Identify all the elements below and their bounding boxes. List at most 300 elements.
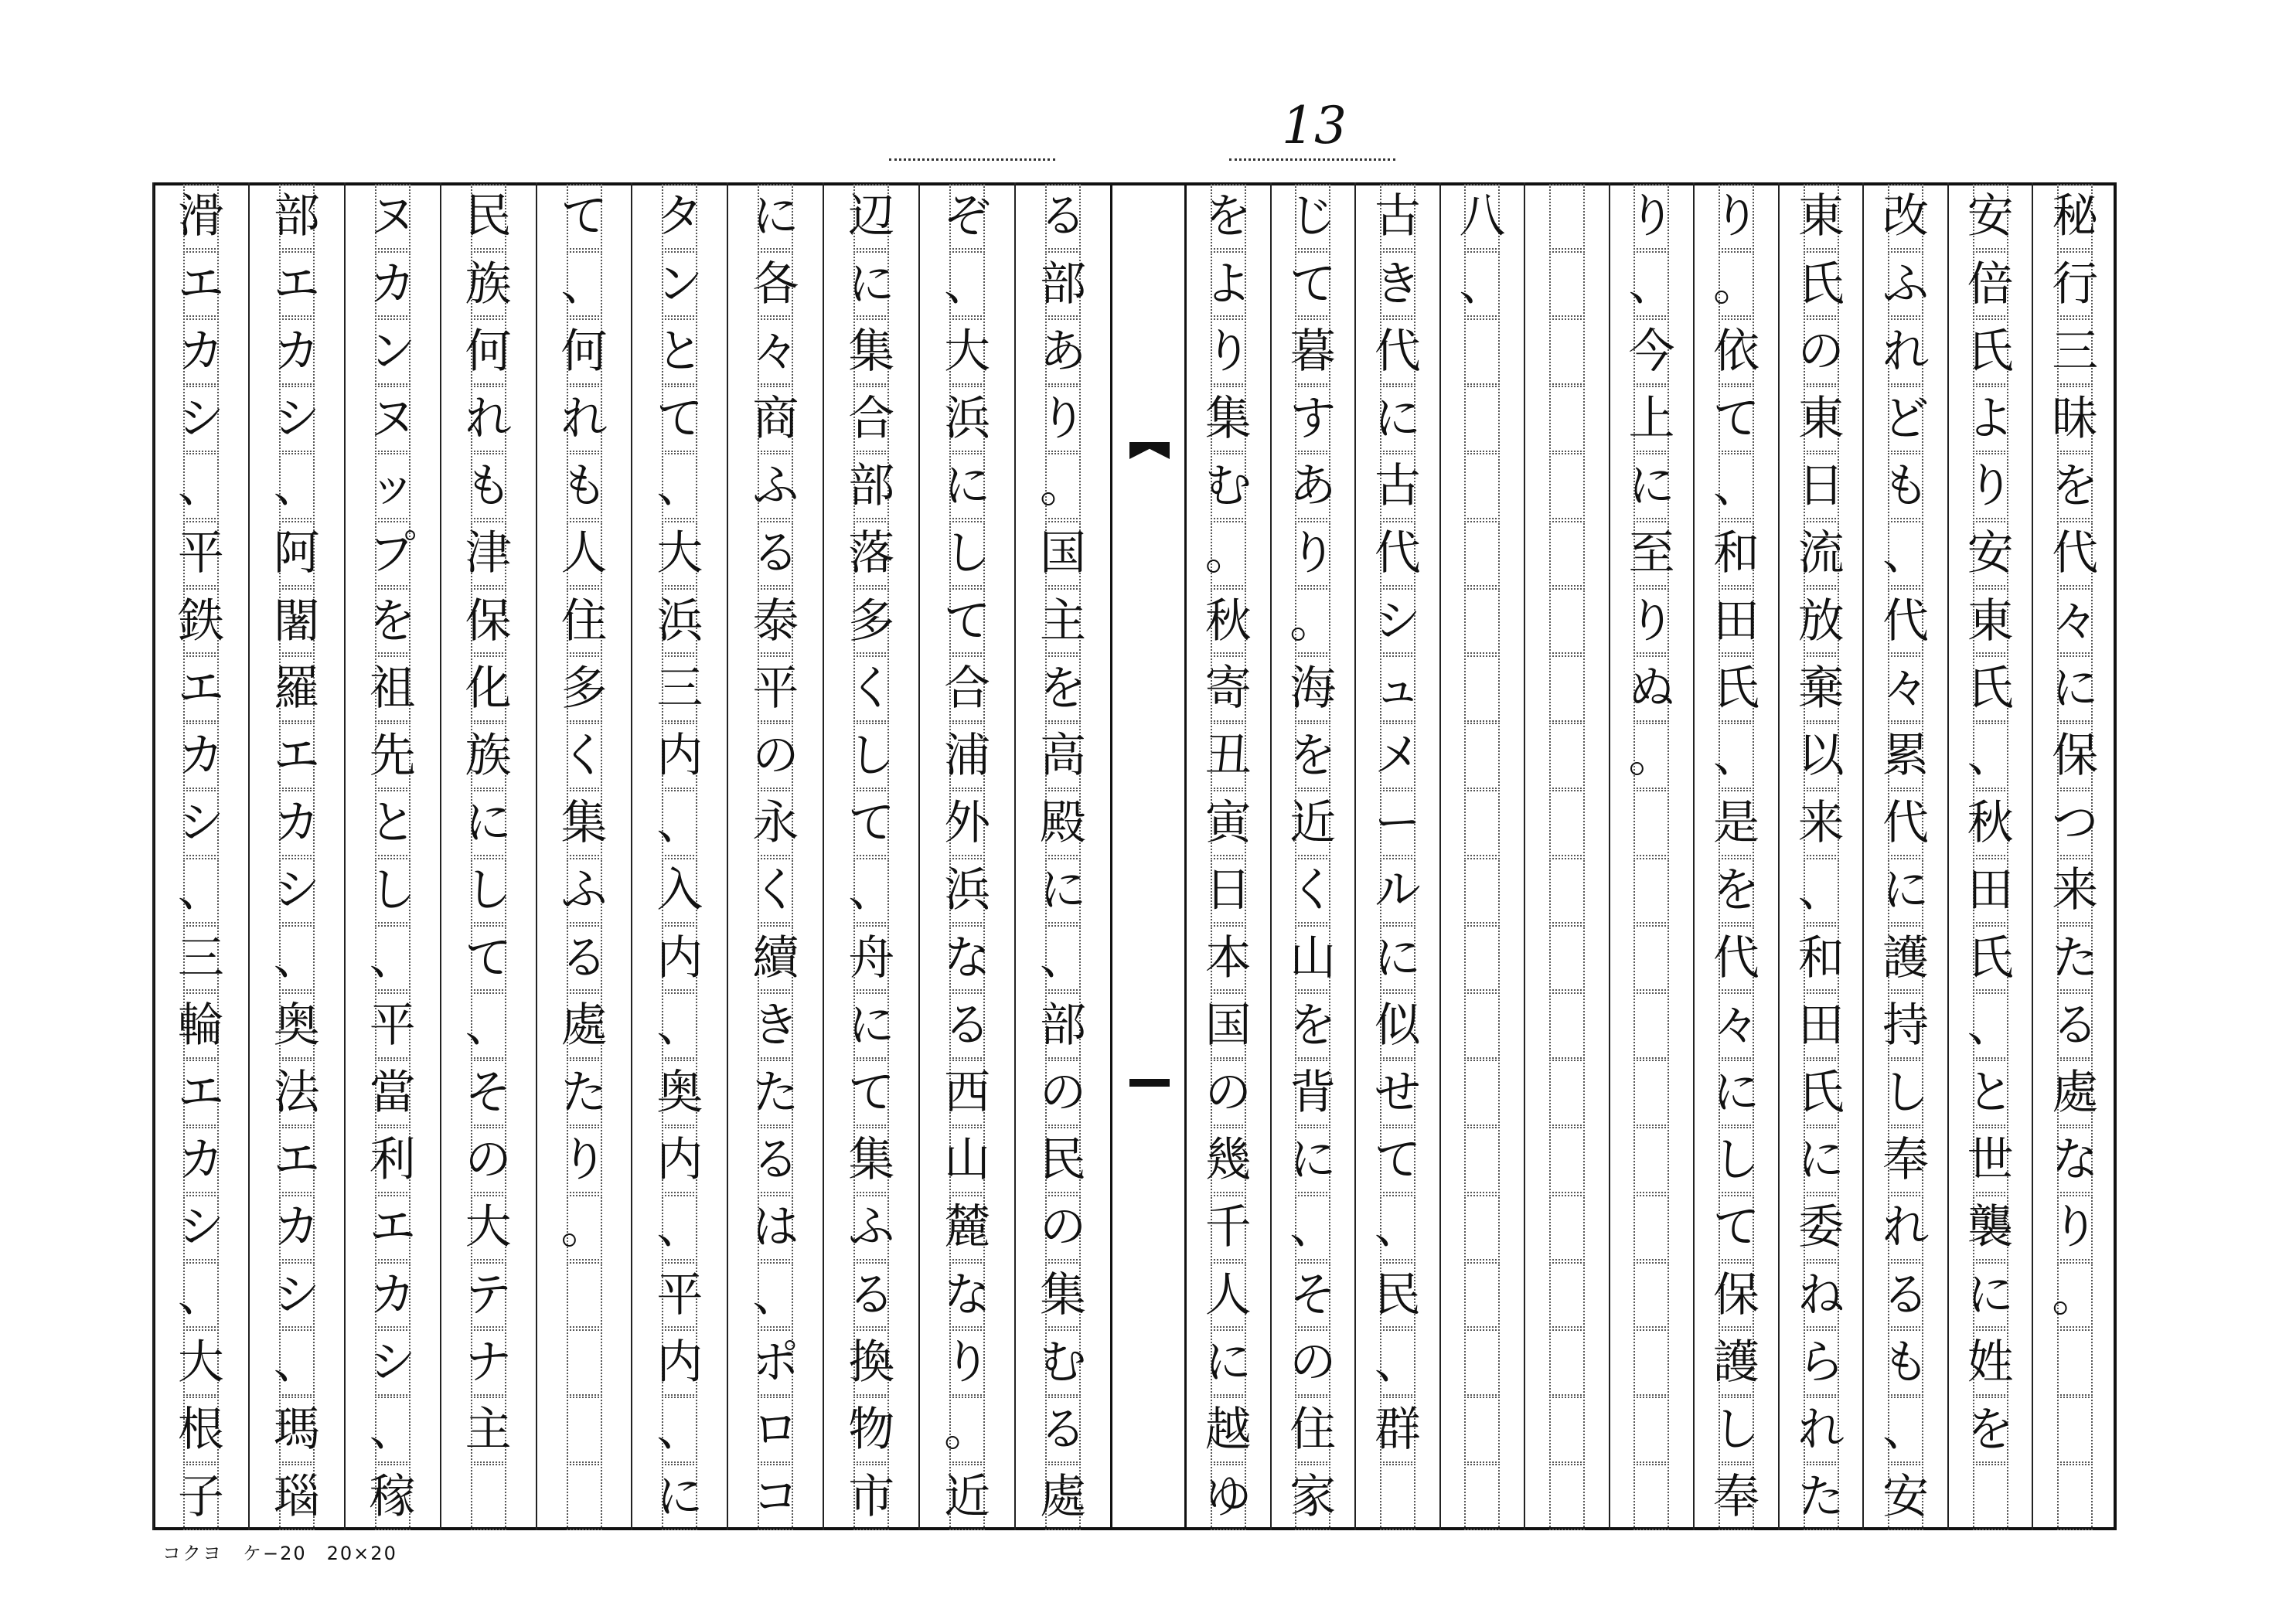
manuscript-cell: 部 — [1045, 251, 1081, 318]
manuscript-cell: 背 — [1295, 1060, 1330, 1126]
manuscript-cell: ポ — [758, 1329, 793, 1396]
manuscript-cell — [1633, 925, 1669, 992]
manuscript-cell: 人 — [1211, 1262, 1246, 1329]
manuscript-cell: テ — [471, 1262, 506, 1329]
manuscript-cell: シ — [183, 386, 219, 452]
manuscript-cell: そ — [1295, 1262, 1330, 1329]
header-dotted-line-right — [1229, 158, 1395, 161]
manuscript-cell: 奥 — [662, 1060, 697, 1126]
manuscript-cell: 。 — [1295, 588, 1330, 655]
manuscript-cell: 入 — [662, 858, 697, 924]
manuscript-cell: 多 — [853, 588, 889, 655]
manuscript-cell: を — [1295, 723, 1330, 789]
manuscript-column — [1778, 182, 1863, 1530]
manuscript-cell: 何 — [567, 318, 602, 385]
manuscript-cell: た — [2057, 925, 2093, 992]
manuscript-cell: シ — [1380, 588, 1415, 655]
manuscript-cell: ロ — [758, 1397, 793, 1463]
manuscript-cell: 阿 — [279, 521, 315, 587]
manuscript-cell: 々 — [2057, 588, 2093, 655]
manuscript-cell: よ — [1211, 251, 1246, 318]
manuscript-cell: 氏 — [1973, 925, 2008, 992]
manuscript-cell: 續 — [758, 925, 793, 992]
manuscript-cell: 大 — [471, 1195, 506, 1261]
manuscript-cell: り — [1211, 318, 1246, 385]
manuscript-cell: 。 — [1633, 723, 1669, 789]
manuscript-cell: 外 — [949, 790, 985, 856]
manuscript-cell: 氏 — [1973, 655, 2008, 722]
manuscript-cell: 委 — [1804, 1195, 1839, 1261]
manuscript-cell: た — [567, 1060, 602, 1126]
manuscript-cell: カ — [279, 1195, 315, 1261]
manuscript-cell: 、 — [662, 992, 697, 1059]
manuscript-cell: せ — [1380, 1060, 1415, 1126]
manuscript-cell: 何 — [471, 318, 506, 385]
manuscript-cell: カ — [375, 251, 410, 318]
manuscript-cell: に — [1719, 1060, 1754, 1126]
manuscript-cell: く — [567, 723, 602, 789]
manuscript-cell: を — [1045, 655, 1081, 722]
manuscript-cell — [1549, 1329, 1585, 1396]
manuscript-cell: シ — [279, 858, 315, 924]
manuscript-cell: ぬ — [1633, 655, 1669, 722]
manuscript-cell: ぞ — [949, 184, 985, 250]
manuscript-cell: 、 — [853, 858, 889, 924]
manuscript-cell: 保 — [471, 588, 506, 655]
manuscript-cell: し — [1719, 1127, 1754, 1193]
manuscript-cell: 。 — [949, 1397, 985, 1463]
manuscript-cell: な — [949, 925, 985, 992]
manuscript-cell: 、 — [1973, 723, 2008, 789]
manuscript-column — [727, 182, 823, 1530]
manuscript-cell: に — [1045, 858, 1081, 924]
manuscript-cell: に — [1633, 453, 1669, 519]
manuscript-cell: 秋 — [1973, 790, 2008, 856]
manuscript-cell: 代 — [2057, 521, 2093, 587]
manuscript-cell: 。 — [2057, 1262, 2093, 1329]
manuscript-cell: て — [853, 790, 889, 856]
manuscript-cell — [1973, 1464, 2008, 1530]
gutter-marker-icon — [1129, 442, 1170, 459]
manuscript-cell: り — [2057, 1195, 2093, 1261]
manuscript-cell: を — [1211, 184, 1246, 250]
manuscript-cell: 襲 — [1973, 1195, 2008, 1261]
manuscript-cell: 部 — [853, 453, 889, 519]
manuscript-cell: 平 — [758, 655, 793, 722]
manuscript-cell — [567, 1262, 602, 1329]
manuscript-cell: 、 — [1719, 453, 1754, 519]
manuscript-cell: 稼 — [375, 1464, 410, 1530]
manuscript-cell: る — [1045, 184, 1081, 250]
manuscript-cell: ン — [662, 251, 697, 318]
manuscript-cell: 浜 — [949, 858, 985, 924]
manuscript-cell: 日 — [1804, 453, 1839, 519]
manuscript-cell: れ — [471, 386, 506, 452]
manuscript-cell: 大 — [183, 1329, 219, 1396]
manuscript-cell: て — [853, 1060, 889, 1126]
manuscript-cell: れ — [1804, 1397, 1839, 1463]
manuscript-cell: 奉 — [1888, 1127, 1923, 1193]
manuscript-cell: 行 — [2057, 251, 2093, 318]
manuscript-cell: エ — [279, 251, 315, 318]
manuscript-cell: に — [1211, 1329, 1246, 1396]
manuscript-cell: 處 — [567, 992, 602, 1059]
manuscript-cell: 安 — [1973, 521, 2008, 587]
manuscript-cell: 、 — [758, 1262, 793, 1329]
manuscript-cell: 、 — [662, 1397, 697, 1463]
manuscript-cell: た — [758, 1060, 793, 1126]
manuscript-cell — [1464, 1195, 1500, 1261]
manuscript-cell — [567, 1397, 602, 1463]
manuscript-cell — [1549, 1464, 1585, 1530]
manuscript-cell: カ — [183, 1127, 219, 1193]
manuscript-cell: 先 — [375, 723, 410, 789]
manuscript-cell: 西 — [949, 1060, 985, 1126]
manuscript-cell: 群 — [1380, 1397, 1415, 1463]
manuscript-cell: 合 — [853, 386, 889, 452]
manuscript-cell: な — [949, 1262, 985, 1329]
manuscript-cell: も — [1888, 453, 1923, 519]
manuscript-cell: エ — [375, 1195, 410, 1261]
manuscript-cell: り — [949, 1329, 985, 1396]
manuscript-cell — [1464, 588, 1500, 655]
manuscript-cell: 々 — [1719, 992, 1754, 1059]
manuscript-cell: コ — [758, 1464, 793, 1530]
manuscript-cell: に — [853, 251, 889, 318]
manuscript-cell: に — [1380, 925, 1415, 992]
manuscript-cell — [1464, 992, 1500, 1059]
manuscript-cell: 昧 — [2057, 386, 2093, 452]
manuscript-cell: 落 — [853, 521, 889, 587]
manuscript-column — [1524, 182, 1609, 1530]
manuscript-cell: 根 — [183, 1397, 219, 1463]
manuscript-cell: 棄 — [1804, 655, 1839, 722]
manuscript-cell: に — [662, 1464, 697, 1530]
manuscript-cell — [1464, 925, 1500, 992]
manuscript-cell: ふ — [853, 1195, 889, 1261]
manuscript-cell: 部 — [1045, 992, 1081, 1059]
manuscript-cell: 内 — [662, 925, 697, 992]
manuscript-cell: 流 — [1804, 521, 1839, 587]
manuscript-cell: 改 — [1888, 184, 1923, 250]
manuscript-cell: 輪 — [183, 992, 219, 1059]
manuscript-column — [536, 182, 632, 1530]
manuscript-cell: ふ — [1888, 251, 1923, 318]
manuscript-cell: る — [2057, 992, 2093, 1059]
manuscript-cell: カ — [279, 790, 315, 856]
manuscript-cell: 累 — [1888, 723, 1923, 789]
manuscript-cell: 本 — [1211, 925, 1246, 992]
manuscript-cell: り — [1633, 588, 1669, 655]
manuscript-cell: 集 — [1045, 1262, 1081, 1329]
manuscript-cell — [1549, 521, 1585, 587]
manuscript-cell: 、 — [183, 453, 219, 519]
manuscript-cell — [1549, 858, 1585, 924]
manuscript-cell: 以 — [1804, 723, 1839, 789]
manuscript-cell — [1633, 1329, 1669, 1396]
manuscript-cell — [1549, 1060, 1585, 1126]
manuscript-cell: 代 — [1888, 588, 1923, 655]
manuscript-cell: 世 — [1973, 1127, 2008, 1193]
manuscript-cell: 今 — [1633, 318, 1669, 385]
manuscript-column — [1014, 182, 1110, 1530]
manuscript-cell — [1549, 453, 1585, 519]
manuscript-cell: エ — [183, 655, 219, 722]
manuscript-cell: 、 — [375, 925, 410, 992]
manuscript-cell: 、 — [1973, 992, 2008, 1059]
manuscript-cell: る — [758, 521, 793, 587]
manuscript-cell: に — [949, 453, 985, 519]
manuscript-column — [1862, 182, 1947, 1530]
manuscript-cell: 民 — [1045, 1127, 1081, 1193]
manuscript-cell: く — [758, 858, 793, 924]
manuscript-cell: 、 — [279, 453, 315, 519]
manuscript-cell: 来 — [1804, 790, 1839, 856]
manuscript-cell: エ — [183, 251, 219, 318]
manuscript-cell: 安 — [1973, 184, 2008, 250]
manuscript-cell: 利 — [375, 1127, 410, 1193]
manuscript-cell — [1464, 453, 1500, 519]
manuscript-cell: た — [1804, 1464, 1839, 1530]
manuscript-cell — [1549, 318, 1585, 385]
manuscript-cell: し — [1719, 1397, 1754, 1463]
manuscript-cell: 、 — [375, 1397, 410, 1463]
manuscript-cell: エ — [183, 1060, 219, 1126]
manuscript-cell: あ — [1295, 453, 1330, 519]
manuscript-cell: 代 — [1888, 790, 1923, 856]
manuscript-cell: 似 — [1380, 992, 1415, 1059]
manuscript-column — [823, 182, 918, 1530]
manuscript-cell: 市 — [853, 1464, 889, 1530]
manuscript-cell: も — [1888, 1329, 1923, 1396]
manuscript-cell: 丑 — [1211, 723, 1246, 789]
manuscript-cell: の — [1211, 1060, 1246, 1126]
manuscript-cell: 古 — [1380, 453, 1415, 519]
manuscript-cell: 暮 — [1295, 318, 1330, 385]
manuscript-cell: な — [2057, 1127, 2093, 1193]
manuscript-cell — [567, 1464, 602, 1530]
manuscript-cell — [567, 1329, 602, 1396]
manuscript-cell: を — [2057, 453, 2093, 519]
manuscript-cell: ふ — [758, 453, 793, 519]
manuscript-cell: 、 — [1045, 925, 1081, 992]
manuscript-cell: 三 — [183, 925, 219, 992]
manuscript-cell: と — [1973, 1060, 2008, 1126]
manuscript-cell: 山 — [1295, 925, 1330, 992]
manuscript-cell: に — [758, 184, 793, 250]
manuscript-cell: 々 — [758, 318, 793, 385]
manuscript-cell: り — [567, 1127, 602, 1193]
manuscript-cell — [1380, 1464, 1415, 1530]
manuscript-cell: 和 — [1719, 521, 1754, 587]
manuscript-cell: 麓 — [949, 1195, 985, 1261]
manuscript-cell: 瑪 — [279, 1397, 315, 1463]
manuscript-cell: し — [471, 858, 506, 924]
manuscript-cell: の — [1045, 1195, 1081, 1261]
manuscript-cell: ュ — [1380, 655, 1415, 722]
manuscript-cell: る — [567, 925, 602, 992]
manuscript-cell: 東 — [1973, 588, 2008, 655]
manuscript-cell: 浦 — [949, 723, 985, 789]
manuscript-cell: 、 — [567, 251, 602, 318]
manuscript-cell: 氏 — [1804, 251, 1839, 318]
manuscript-cell: 辺 — [853, 184, 889, 250]
manuscript-cell: 、 — [1888, 1397, 1923, 1463]
manuscript-cell: 民 — [471, 184, 506, 250]
manuscript-cell: 住 — [567, 588, 602, 655]
manuscript-cell: 、 — [471, 992, 506, 1059]
manuscript-cell: カ — [279, 318, 315, 385]
manuscript-cell: 、 — [279, 925, 315, 992]
manuscript-cell — [1549, 992, 1585, 1059]
manuscript-cell: 民 — [1380, 1262, 1415, 1329]
manuscript-cell: 内 — [662, 1127, 697, 1193]
manuscript-cell: 、 — [279, 1329, 315, 1396]
manuscript-cell: 浜 — [949, 386, 985, 452]
manuscript-cell: む — [1211, 453, 1246, 519]
manuscript-cell: 放 — [1804, 588, 1839, 655]
manuscript-cell — [1633, 858, 1669, 924]
manuscript-column — [2032, 182, 2117, 1530]
manuscript-cell: 津 — [471, 521, 506, 587]
manuscript-cell — [1633, 790, 1669, 856]
manuscript-cell: く — [853, 655, 889, 722]
manuscript-cell — [1464, 1060, 1500, 1126]
manuscript-cell: 依 — [1719, 318, 1754, 385]
paper-brand-label: コクヨ ケ−20 20×20 — [162, 1543, 397, 1564]
manuscript-cell — [2057, 1464, 2093, 1530]
manuscript-cell: き — [758, 992, 793, 1059]
manuscript-cell: じ — [1295, 184, 1330, 250]
manuscript-cell: 和 — [1804, 925, 1839, 992]
manuscript-cell: 、 — [662, 790, 697, 856]
manuscript-column — [1270, 182, 1355, 1530]
manuscript-cell — [1633, 1195, 1669, 1261]
manuscript-cell: に — [2057, 655, 2093, 722]
manuscript-cell: 物 — [853, 1397, 889, 1463]
manuscript-cell: の — [758, 723, 793, 789]
manuscript-cell: 高 — [1045, 723, 1081, 789]
manuscript-cell: 秘 — [2057, 184, 2093, 250]
manuscript-cell: 集 — [853, 1127, 889, 1193]
manuscript-cell: 大 — [949, 318, 985, 385]
manuscript-cell: て — [1295, 251, 1330, 318]
manuscript-cell: 日 — [1211, 858, 1246, 924]
manuscript-cell: 来 — [2057, 858, 2093, 924]
manuscript-cell: 、 — [662, 453, 697, 519]
manuscript-cell — [1549, 925, 1585, 992]
gutter-fold-mark — [1129, 1079, 1170, 1087]
manuscript-cell: 国 — [1211, 992, 1246, 1059]
manuscript-column — [1947, 182, 2032, 1530]
manuscript-cell: と — [375, 790, 410, 856]
manuscript-cell: 国 — [1045, 521, 1081, 587]
manuscript-cell: カ — [183, 723, 219, 789]
manuscript-cell: ど — [1888, 386, 1923, 452]
manuscript-cell: り — [1719, 184, 1754, 250]
manuscript-cell: 換 — [853, 1329, 889, 1396]
manuscript-cell: 人 — [567, 521, 602, 587]
manuscript-cell: き — [1380, 251, 1415, 318]
manuscript-cell: 三 — [2057, 318, 2093, 385]
manuscript-cell: を — [375, 588, 410, 655]
manuscript-cell: 浜 — [662, 588, 697, 655]
manuscript-cell: そ — [471, 1060, 506, 1126]
manuscript-cell: 東 — [1804, 386, 1839, 452]
manuscript-cell: メ — [1380, 723, 1415, 789]
manuscript-left-page — [152, 182, 1110, 1530]
manuscript-cell: 護 — [1888, 925, 1923, 992]
manuscript-cell: 、 — [1633, 251, 1669, 318]
manuscript-cell: 幾 — [1211, 1127, 1246, 1193]
manuscript-cell: 。 — [1045, 453, 1081, 519]
manuscript-cell: 族 — [471, 251, 506, 318]
manuscript-column — [918, 182, 1014, 1530]
manuscript-column — [440, 182, 536, 1530]
manuscript-cell: 安 — [1888, 1464, 1923, 1530]
manuscript-cell: 代 — [1380, 318, 1415, 385]
manuscript-column — [152, 182, 248, 1530]
manuscript-cell: る — [853, 1262, 889, 1329]
manuscript-cell: シ — [183, 1195, 219, 1261]
manuscript-cell: 滑 — [183, 184, 219, 250]
manuscript-cell: 殿 — [1045, 790, 1081, 856]
manuscript-cell: り — [1973, 453, 2008, 519]
manuscript-cell: り — [1045, 386, 1081, 452]
manuscript-cell: シ — [279, 1262, 315, 1329]
manuscript-cell: 近 — [949, 1464, 985, 1530]
manuscript-cell — [1549, 1195, 1585, 1261]
manuscript-cell — [1633, 1464, 1669, 1530]
manuscript-cell — [1464, 1262, 1500, 1329]
manuscript-cell: 越 — [1211, 1397, 1246, 1463]
manuscript-cell: 倍 — [1973, 251, 2008, 318]
manuscript-cell — [1549, 655, 1585, 722]
manuscript-cell: 、 — [1888, 521, 1923, 587]
manuscript-cell: は — [758, 1195, 793, 1261]
manuscript-cell: と — [662, 318, 697, 385]
manuscript-cell: て — [1719, 1195, 1754, 1261]
manuscript-cell: に — [1888, 858, 1923, 924]
manuscript-cell: 各 — [758, 251, 793, 318]
manuscript-cell: 上 — [1633, 386, 1669, 452]
manuscript-cell: 代 — [1719, 925, 1754, 992]
manuscript-cell: に — [1380, 386, 1415, 452]
manuscript-cell: カ — [375, 1262, 410, 1329]
manuscript-column — [1354, 182, 1439, 1530]
header-dotted-line-left — [889, 158, 1055, 161]
manuscript-cell: 鉄 — [183, 588, 219, 655]
manuscript-cell: 田 — [1719, 588, 1754, 655]
manuscript-cell: に — [471, 790, 506, 856]
manuscript-column — [1439, 182, 1524, 1530]
manuscript-cell: 平 — [183, 521, 219, 587]
manuscript-cell: エ — [279, 723, 315, 789]
manuscript-cell: カ — [183, 318, 219, 385]
manuscript-cell: ゆ — [1211, 1464, 1246, 1530]
manuscript-cell: し — [375, 858, 410, 924]
manuscript-cell: の — [1295, 1329, 1330, 1396]
manuscript-cell: 田 — [1804, 992, 1839, 1059]
manuscript-cell: 、 — [1464, 251, 1500, 318]
manuscript-cell: ー — [1380, 790, 1415, 856]
manuscript-cell: 是 — [1719, 790, 1754, 856]
manuscript-cell: 集 — [853, 318, 889, 385]
manuscript-cell: 。 — [1211, 521, 1246, 587]
manuscript-cell: 舟 — [853, 925, 889, 992]
manuscript-cell: ン — [375, 318, 410, 385]
manuscript-cell: 主 — [1045, 588, 1081, 655]
